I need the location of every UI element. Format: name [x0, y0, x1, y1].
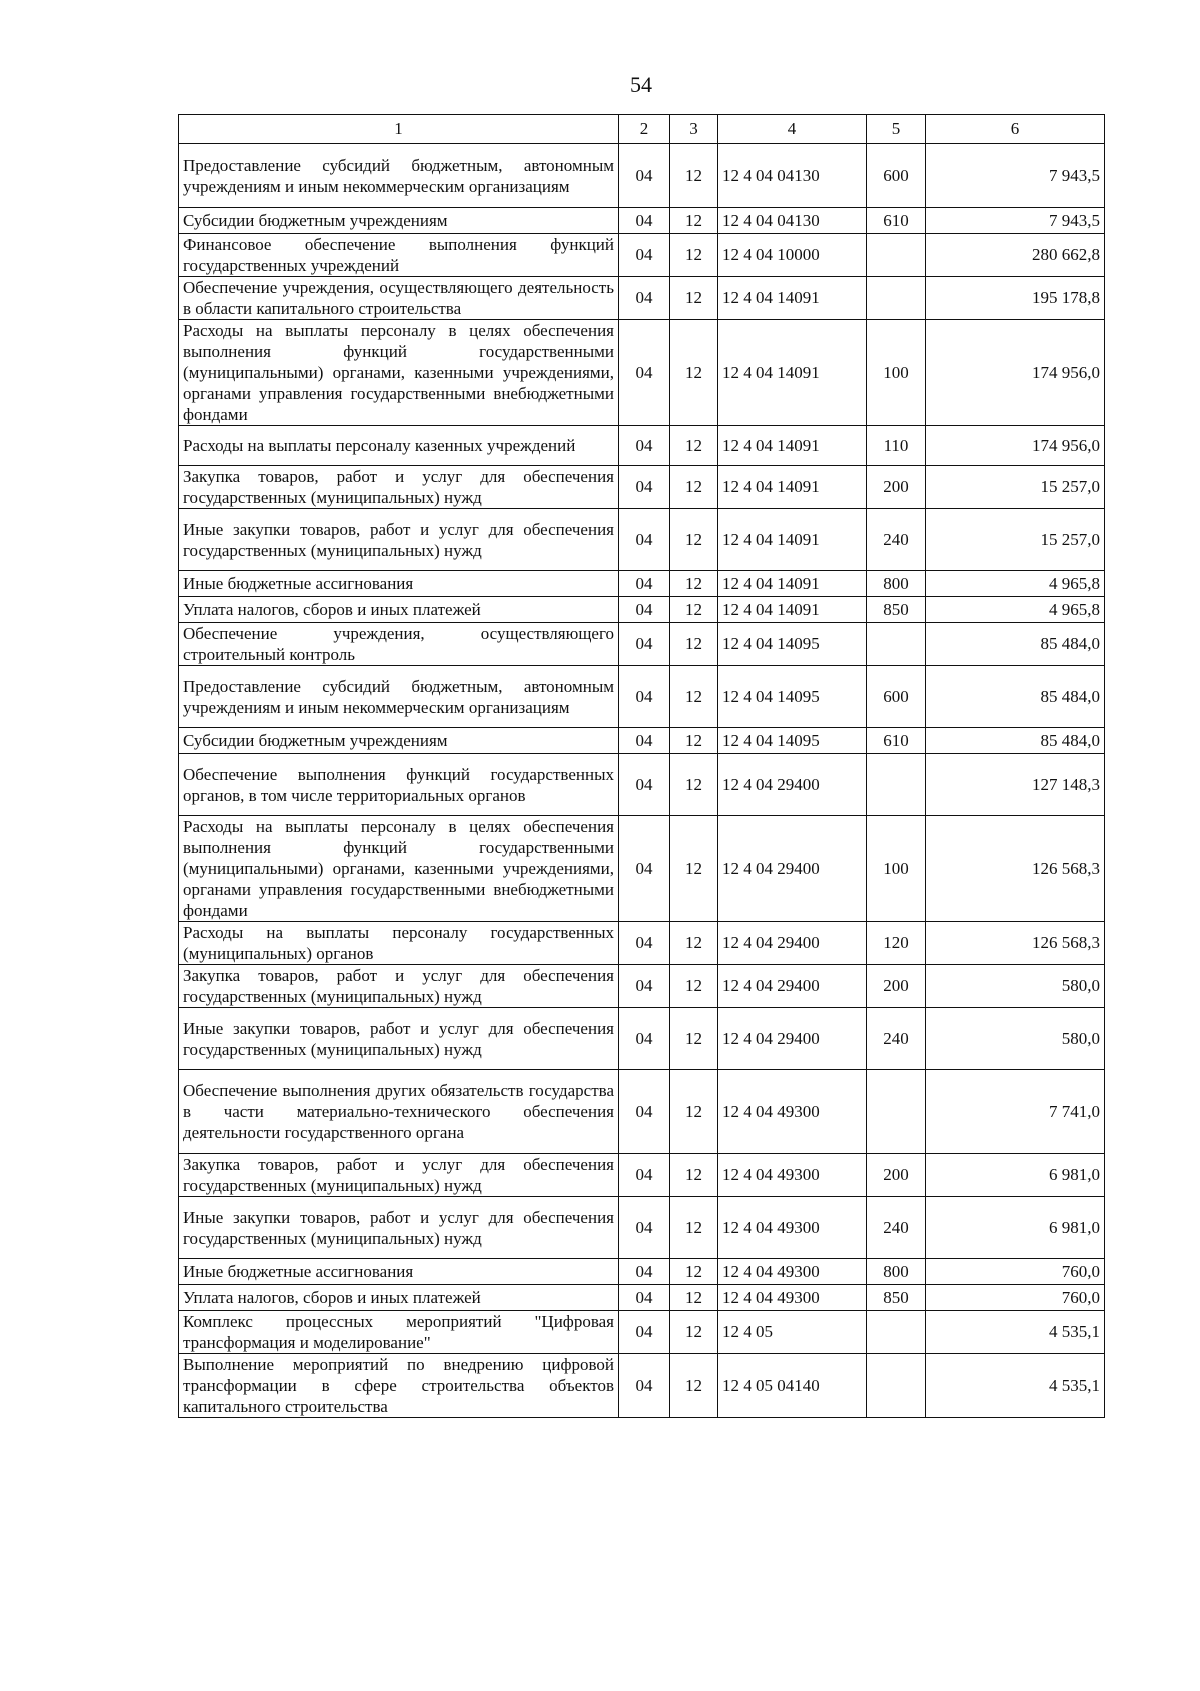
row-name: Комплекс процессных мероприятий "Цифровая трансформация и моделирование" [179, 1311, 619, 1354]
row-expense-type: 240 [867, 1008, 926, 1070]
table-row [179, 571, 1105, 597]
row-expense-type: 800 [867, 1259, 926, 1285]
row-subsection: 12 [670, 1259, 718, 1285]
row-target-article: 12 4 04 04130 [718, 144, 867, 208]
row-expense-type: 120 [867, 922, 926, 965]
row-expense-type: 800 [867, 571, 926, 597]
row-name: Расходы на выплаты персоналу государственных (муниципальных) органов [179, 922, 619, 965]
table-row [179, 144, 1105, 208]
row-section: 04 [619, 1285, 670, 1311]
row-expense-type [867, 1311, 926, 1354]
row-name: Уплата налогов, сборов и иных платежей [179, 1285, 619, 1311]
column-header-5: 5 [867, 115, 926, 144]
row-section: 04 [619, 1008, 670, 1070]
row-expense-type: 850 [867, 597, 926, 623]
row-subsection: 12 [670, 1070, 718, 1154]
row-target-article: 12 4 04 49300 [718, 1259, 867, 1285]
row-target-article: 12 4 04 14095 [718, 666, 867, 728]
table-row [179, 320, 1105, 426]
row-subsection: 12 [670, 922, 718, 965]
row-amount: 7 741,0 [926, 1070, 1105, 1154]
table-row [179, 1070, 1105, 1154]
row-amount: 195 178,8 [926, 277, 1105, 320]
row-name: Выполнение мероприятий по внедрению цифровой трансформации в сфере строительства объектов капитального строительства [179, 1354, 619, 1418]
row-target-article: 12 4 04 49300 [718, 1285, 867, 1311]
row-target-article: 12 4 04 14091 [718, 426, 867, 466]
row-subsection: 12 [670, 728, 718, 754]
row-amount: 760,0 [926, 1259, 1105, 1285]
table-row [179, 754, 1105, 816]
row-subsection: 12 [670, 1008, 718, 1070]
row-section: 04 [619, 666, 670, 728]
budget-table [178, 114, 1105, 1418]
row-expense-type [867, 1354, 926, 1418]
table-row [179, 816, 1105, 922]
row-name: Финансовое обеспечение выполнения функций государственных учреждений [179, 234, 619, 277]
row-target-article: 12 4 04 29400 [718, 816, 867, 922]
row-section: 04 [619, 754, 670, 816]
row-expense-type [867, 277, 926, 320]
row-target-article: 12 4 04 49300 [718, 1197, 867, 1259]
row-target-article: 12 4 04 49300 [718, 1070, 867, 1154]
row-name: Иные бюджетные ассигнования [179, 571, 619, 597]
row-expense-type: 100 [867, 320, 926, 426]
table-body [179, 144, 1105, 1418]
row-subsection: 12 [670, 1311, 718, 1354]
row-section: 04 [619, 277, 670, 320]
table-row [179, 623, 1105, 666]
table-row [179, 965, 1105, 1008]
row-name: Иные бюджетные ассигнования [179, 1259, 619, 1285]
row-subsection: 12 [670, 1197, 718, 1259]
row-name: Расходы на выплаты персоналу в целях обеспечения выполнения функций государственными (муниципальными) органами, казенными учреждениями, органами управления государственными внебюджетными фондами [179, 320, 619, 426]
row-section: 04 [619, 922, 670, 965]
table-row [179, 666, 1105, 728]
row-target-article: 12 4 05 [718, 1311, 867, 1354]
row-subsection: 12 [670, 277, 718, 320]
table-row [179, 1285, 1105, 1311]
row-subsection: 12 [670, 571, 718, 597]
row-amount: 126 568,3 [926, 816, 1105, 922]
row-subsection: 12 [670, 754, 718, 816]
table-row [179, 728, 1105, 754]
row-target-article: 12 4 05 04140 [718, 1354, 867, 1418]
row-target-article: 12 4 04 14091 [718, 509, 867, 571]
row-amount: 85 484,0 [926, 728, 1105, 754]
row-amount: 7 943,5 [926, 144, 1105, 208]
row-amount: 580,0 [926, 1008, 1105, 1070]
table-row [179, 277, 1105, 320]
row-name: Обеспечение учреждения, осуществляющего деятельность в области капитального строительства [179, 277, 619, 320]
column-header-4: 4 [718, 115, 867, 144]
row-name: Обеспечение выполнения функций государственных органов, в том числе территориальных органов [179, 754, 619, 816]
row-amount: 6 981,0 [926, 1197, 1105, 1259]
row-target-article: 12 4 04 14095 [718, 623, 867, 666]
row-amount: 580,0 [926, 965, 1105, 1008]
row-subsection: 12 [670, 1154, 718, 1197]
row-section: 04 [619, 728, 670, 754]
row-amount: 280 662,8 [926, 234, 1105, 277]
row-subsection: 12 [670, 666, 718, 728]
column-header-2: 2 [619, 115, 670, 144]
row-subsection: 12 [670, 234, 718, 277]
table-row [179, 1354, 1105, 1418]
row-expense-type: 850 [867, 1285, 926, 1311]
row-name: Расходы на выплаты персоналу казенных учреждений [179, 426, 619, 466]
row-expense-type: 600 [867, 144, 926, 208]
row-subsection: 12 [670, 208, 718, 234]
row-expense-type: 600 [867, 666, 926, 728]
table-row [179, 466, 1105, 509]
row-subsection: 12 [670, 816, 718, 922]
table-row [179, 922, 1105, 965]
table-row [179, 1154, 1105, 1197]
row-amount: 4 535,1 [926, 1311, 1105, 1354]
row-amount: 85 484,0 [926, 623, 1105, 666]
row-expense-type: 240 [867, 509, 926, 571]
row-expense-type: 100 [867, 816, 926, 922]
row-target-article: 12 4 04 49300 [718, 1154, 867, 1197]
row-amount: 85 484,0 [926, 666, 1105, 728]
row-target-article: 12 4 04 14091 [718, 320, 867, 426]
row-expense-type: 200 [867, 1154, 926, 1197]
row-section: 04 [619, 1197, 670, 1259]
row-name: Закупка товаров, работ и услуг для обеспечения государственных (муниципальных) нужд [179, 1154, 619, 1197]
row-expense-type: 240 [867, 1197, 926, 1259]
table-row [179, 597, 1105, 623]
row-name: Расходы на выплаты персоналу в целях обеспечения выполнения функций государственными (муниципальными) органами, казенными учреждениями, органами управления государственными внебюджетными фондами [179, 816, 619, 922]
row-target-article: 12 4 04 10000 [718, 234, 867, 277]
row-section: 04 [619, 509, 670, 571]
row-target-article: 12 4 04 14091 [718, 597, 867, 623]
row-expense-type: 610 [867, 728, 926, 754]
row-section: 04 [619, 426, 670, 466]
table-row [179, 1259, 1105, 1285]
row-section: 04 [619, 234, 670, 277]
column-header-3: 3 [670, 115, 718, 144]
row-target-article: 12 4 04 14091 [718, 466, 867, 509]
row-subsection: 12 [670, 623, 718, 666]
row-section: 04 [619, 571, 670, 597]
row-amount: 4 965,8 [926, 597, 1105, 623]
row-amount: 127 148,3 [926, 754, 1105, 816]
row-target-article: 12 4 04 29400 [718, 1008, 867, 1070]
row-amount: 174 956,0 [926, 320, 1105, 426]
row-expense-type: 610 [867, 208, 926, 234]
row-target-article: 12 4 04 14095 [718, 728, 867, 754]
row-expense-type: 200 [867, 965, 926, 1008]
row-subsection: 12 [670, 1285, 718, 1311]
table-row [179, 1008, 1105, 1070]
row-name: Предоставление субсидий бюджетным, автономным учреждениям и иным некоммерческим организациям [179, 666, 619, 728]
row-section: 04 [619, 1259, 670, 1285]
row-target-article: 12 4 04 29400 [718, 922, 867, 965]
row-expense-type: 200 [867, 466, 926, 509]
table-row [179, 1197, 1105, 1259]
row-expense-type [867, 234, 926, 277]
table-row [179, 509, 1105, 571]
row-name: Субсидии бюджетным учреждениям [179, 728, 619, 754]
row-amount: 4 965,8 [926, 571, 1105, 597]
row-subsection: 12 [670, 426, 718, 466]
row-section: 04 [619, 1354, 670, 1418]
table-row [179, 426, 1105, 466]
row-subsection: 12 [670, 144, 718, 208]
row-subsection: 12 [670, 466, 718, 509]
row-subsection: 12 [670, 965, 718, 1008]
row-amount: 126 568,3 [926, 922, 1105, 965]
row-name: Иные закупки товаров, работ и услуг для обеспечения государственных (муниципальных) нужд [179, 509, 619, 571]
row-name: Субсидии бюджетным учреждениям [179, 208, 619, 234]
row-expense-type [867, 1070, 926, 1154]
row-section: 04 [619, 597, 670, 623]
row-amount: 15 257,0 [926, 466, 1105, 509]
row-target-article: 12 4 04 04130 [718, 208, 867, 234]
row-section: 04 [619, 208, 670, 234]
row-section: 04 [619, 320, 670, 426]
table-row [179, 234, 1105, 277]
row-target-article: 12 4 04 14091 [718, 277, 867, 320]
row-expense-type [867, 754, 926, 816]
row-section: 04 [619, 144, 670, 208]
row-target-article: 12 4 04 29400 [718, 754, 867, 816]
row-amount: 6 981,0 [926, 1154, 1105, 1197]
row-name: Закупка товаров, работ и услуг для обеспечения государственных (муниципальных) нужд [179, 466, 619, 509]
row-name: Иные закупки товаров, работ и услуг для обеспечения государственных (муниципальных) нужд [179, 1008, 619, 1070]
row-amount: 174 956,0 [926, 426, 1105, 466]
row-subsection: 12 [670, 320, 718, 426]
row-amount: 4 535,1 [926, 1354, 1105, 1418]
row-name: Закупка товаров, работ и услуг для обеспечения государственных (муниципальных) нужд [179, 965, 619, 1008]
table-row [179, 1311, 1105, 1354]
row-name: Обеспечение учреждения, осуществляющего строительный контроль [179, 623, 619, 666]
row-name: Уплата налогов, сборов и иных платежей [179, 597, 619, 623]
row-section: 04 [619, 466, 670, 509]
table-header-row [179, 115, 1105, 144]
column-header-6: 6 [926, 115, 1105, 144]
row-name: Обеспечение выполнения других обязательств государства в части материально-технического обеспечения деятельности государственного органа [179, 1070, 619, 1154]
table-row [179, 208, 1105, 234]
row-expense-type [867, 623, 926, 666]
row-amount: 15 257,0 [926, 509, 1105, 571]
row-subsection: 12 [670, 509, 718, 571]
row-target-article: 12 4 04 14091 [718, 571, 867, 597]
page-number: 54 [630, 72, 652, 97]
row-section: 04 [619, 623, 670, 666]
row-amount: 7 943,5 [926, 208, 1105, 234]
row-section: 04 [619, 1154, 670, 1197]
row-target-article: 12 4 04 29400 [718, 965, 867, 1008]
row-section: 04 [619, 965, 670, 1008]
row-section: 04 [619, 816, 670, 922]
row-amount: 760,0 [926, 1285, 1105, 1311]
column-header-1: 1 [179, 115, 619, 144]
row-expense-type: 110 [867, 426, 926, 466]
row-section: 04 [619, 1311, 670, 1354]
row-subsection: 12 [670, 1354, 718, 1418]
row-section: 04 [619, 1070, 670, 1154]
row-subsection: 12 [670, 597, 718, 623]
row-name: Предоставление субсидий бюджетным, автономным учреждениям и иным некоммерческим организациям [179, 144, 619, 208]
row-name: Иные закупки товаров, работ и услуг для обеспечения государственных (муниципальных) нужд [179, 1197, 619, 1259]
